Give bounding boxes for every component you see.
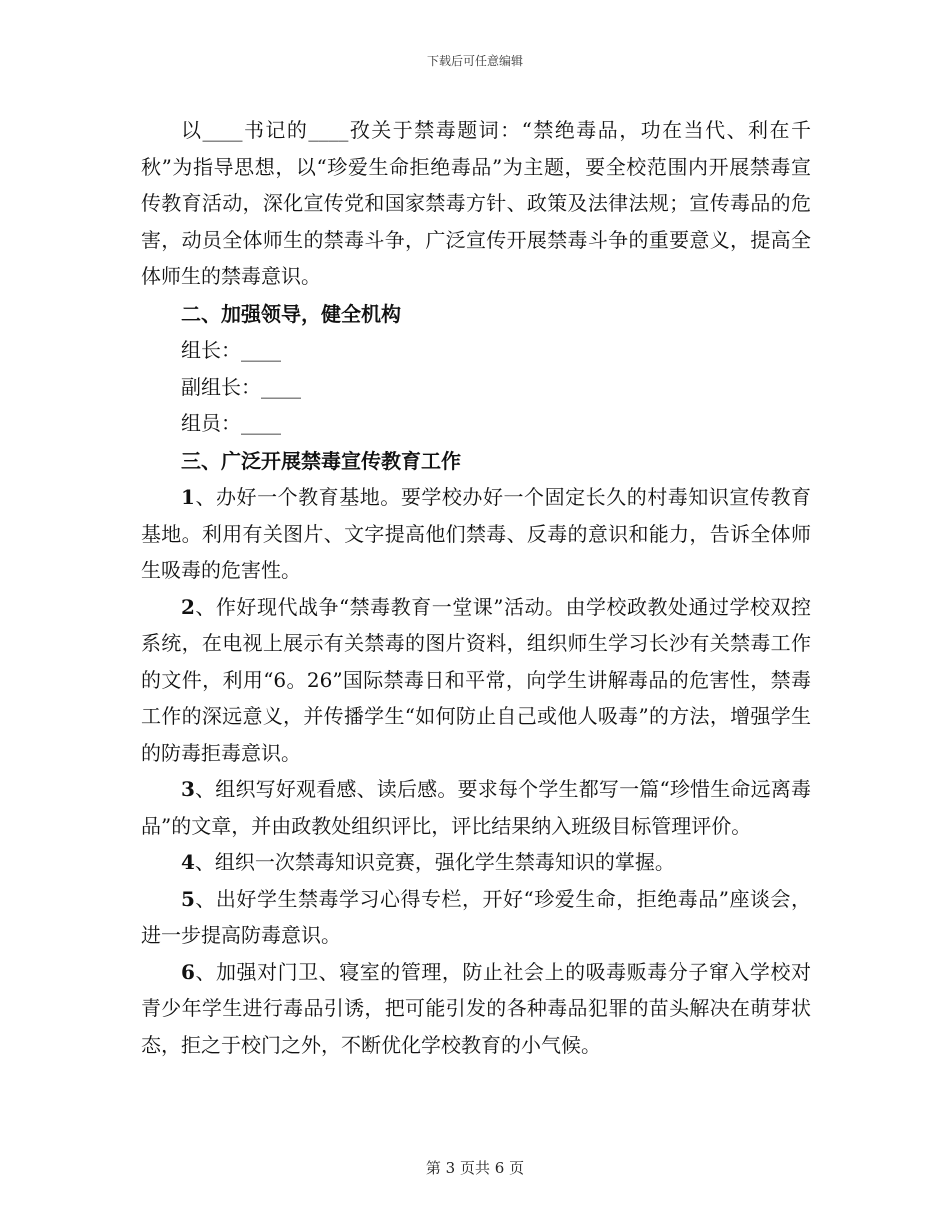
item-number: 1 [181,485,195,509]
role-members: 组员：____ [181,411,281,435]
item-number: 5 [181,886,195,911]
item-number: 4 [181,850,195,874]
section-2-heading: 二、加强领导，健全机构 [181,301,401,326]
item-text: 、办好一个教育基地。要学校办好一个固定长久的村毒知识宣传教育基地。利用有关图片、文字提高他们禁毒、反毒的意识和能力，告诉全体师生吸毒的危害性。 [141,485,811,582]
item-4 [141,844,811,881]
item-2 [141,589,811,772]
item-5 [141,881,811,954]
item-text: 、组织一次禁毒知识竞赛，强化学生禁毒知识的掌握。 [194,850,675,874]
item-3 [141,771,811,844]
intro-paragraph: 以____书记的____孜关于禁毒题词：“禁绝毒品，功在当代、利在千秋”为指导思想，以“珍爱生命拒绝毒品”为主题，要全校范围内开展禁毒宣传教育活动，深化宣传党和国家禁毒方针、政策及法律法规；宣传毒品的危害，动员全体师生的禁毒斗争，广泛宣传开展禁毒斗争的重要意义，提高全体师生的禁毒意识。 [141,118,811,288]
item-6 [141,954,811,1064]
role-leader: 组长：____ [181,338,281,362]
item-text: 、出好学生禁毒学习心得专栏，开好“珍爱生命，拒绝毒品”座谈会，进一步提高防毒意识。 [141,886,811,947]
item-text: 、作好现代战争“禁毒教育一堂课”活动。由学校政教处通过学校双控系统，在电视上展示有关禁毒的图片资料，组织师生学习长沙有关禁毒工作的文件，利用“6。26”国际禁毒日和平常，向学生讲解毒品的危害性，禁毒工作的深远意义，并传播学生“如何防止自己或他人吸毒”的方法，增强学生的防毒拒毒意识。 [141,594,811,765]
item-text: 、组织写好观看感、读后感。要求每个学生都写一篇“珍惜生命远离毒品”的文章，并由政教处组织评比，评比结果纳入班级目标管理评价。 [141,777,811,838]
item-text: 、加强对门卫、寝室的管理，防止社会上的吸毒贩毒分子窜入学校对青少年学生进行毒品引诱，把可能引发的各种毒品犯罪的苗头解决在萌芽状态，拒之于校门之外，不断优化学校教育的小气候。 [141,959,811,1057]
role-deputy-leader: 副组长：____ [181,374,301,399]
page-header: 下载后可任意编辑 [426,54,523,68]
section-3-heading: 三、广泛开展禁毒宣传教育工作 [181,448,461,473]
item-number: 2 [181,594,195,619]
page-footer: 第 3 页共 6 页 [425,1159,525,1177]
item-1 [141,479,811,589]
item-number: 6 [181,959,195,984]
document-body [141,112,811,1063]
item-number: 3 [181,777,195,801]
